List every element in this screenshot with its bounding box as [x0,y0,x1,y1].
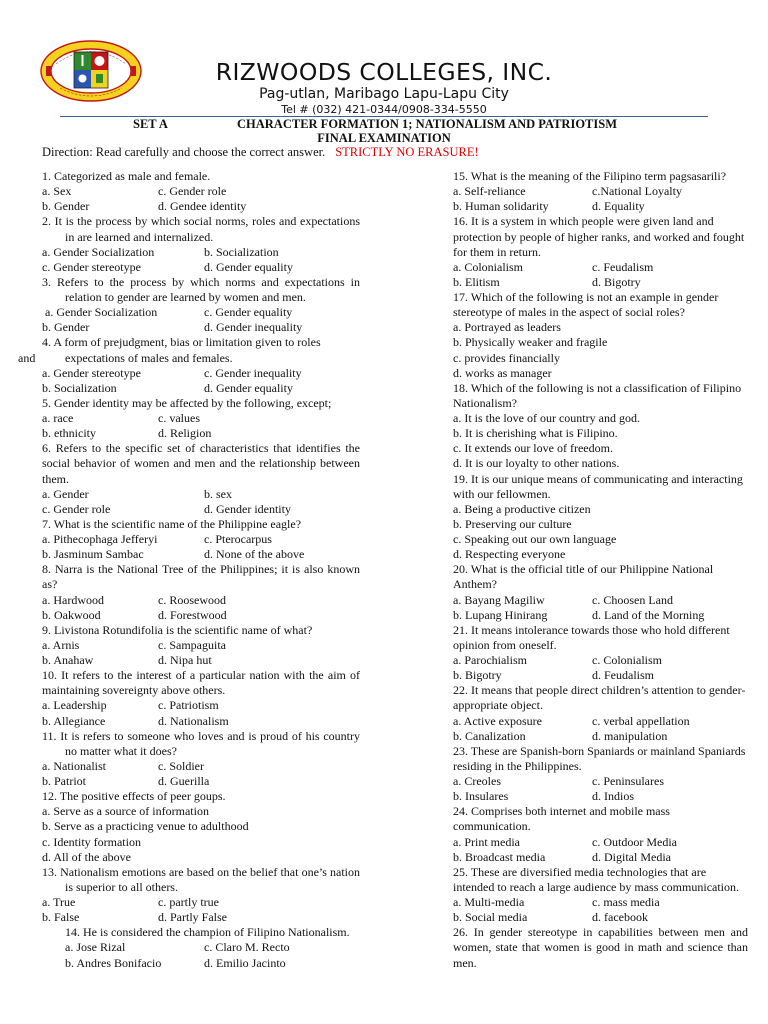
choice: a. Leadership [42,698,107,713]
choice: d. Respecting everyone [453,547,566,562]
choices-row [42,593,360,608]
choice: b. False [42,910,80,925]
choice: b. Socialization [204,244,279,259]
choice: a. Print media [453,834,520,849]
question-14: 14. He is considered the champion of Filipino Nationalism. [65,925,350,940]
question-16: 16. It is a system in which people were given land and protection by people of higher ranks, and worked and fought for them in return. [453,214,745,259]
question-20: 20. What is the official title of our Philippine National Anthem? [453,562,714,592]
choice: a. Sex [42,184,72,199]
choice: c. Choosen Land [592,592,673,607]
choice: a. Gender Socialization [45,305,158,320]
question-14-block [42,925,360,970]
question-19: 19. It is our unique means of communicating and interacting with our fellowmen. [453,471,743,501]
choice: d. All of the above [42,849,131,864]
choice: c. Soldier [158,758,204,773]
question-5: 5. Gender identity may be affected by the following, except; [42,395,332,410]
college-name: RIZWOODS COLLEGES, INC. [215,58,553,86]
question-17: 17. Which of the following is not an example in gender stereotype of males in the aspect of social roles? [453,290,719,320]
choice: b. Gender [42,199,90,214]
exam-set-label: SET A [133,117,168,131]
choice: a. Multi-media [453,895,525,909]
choices-row [42,714,360,729]
directions-text: Direction: Read carefully and choose the correct answer. [42,145,326,159]
choices-row [453,895,748,910]
choice: c. Patriotism [158,698,219,713]
choice: a. Being a productive citizen [453,501,591,516]
no-erasure-warning: STRICTLY NO ERASURE! [335,145,479,159]
choice: d. Nipa hut [158,653,212,667]
choice: d. Gender equality [204,380,293,395]
question-23: 23. These are Spanish-born Spaniards or mainland Spaniards residing in the Philippines. [453,743,746,773]
choices-row [42,608,360,623]
question-21: 21. It means intolerance towards those who hold different opinion from oneself. [453,622,730,652]
choice: d. Partly False [158,910,227,925]
choice: d. None of the above [204,547,305,562]
choice: d. Forestwood [158,607,227,622]
choice: b. Canalization [453,728,526,743]
choices-row [453,835,748,850]
choices-row [453,910,748,925]
choices-row [65,940,360,955]
choice: c. values [158,411,200,425]
choice: c. verbal appellation [592,713,690,728]
choices-row [42,910,360,925]
choices-row [42,532,360,547]
choice: c. provides financially [453,350,560,365]
choices-row [42,698,360,713]
choice: b. ethnicity [42,426,96,441]
choice: b. Bigotry [453,668,502,683]
question-25: 25. These are diversified media technologies that are intended to reach a large audience by mass communication. [453,864,740,894]
choices-row [42,653,360,668]
choices-row [453,275,748,290]
choices-row [42,487,360,502]
question-1: 1. Categorized as male and female. [42,169,211,183]
choice: d. Gender identity [204,501,291,516]
choice: d. Gendee identity [158,199,247,214]
question-22: 22. It means that people direct children’s attention to gender-appropriate object. [453,683,746,713]
choice: d. Gender inequality [204,320,303,335]
choice: c. partly true [158,895,219,909]
choices-row [42,366,360,381]
choice: c. Claro M. Recto [204,940,290,955]
choices-row [42,411,360,426]
choice: b. Serve as a practicing venue to adulthood [42,819,249,834]
choice: a. Gender [42,486,89,501]
choice: b. Oakwood [42,607,101,622]
choices-row [42,199,360,214]
question-2: 2. It is the process by which social norms, roles and expectations in are learned and internalized. [42,214,360,244]
choice: c. Speaking out our own language [453,532,617,546]
choice: b. Broadcast media [453,849,546,864]
college-telephone: Tel # (032) 421-0344/0908-334-5550 [281,103,487,116]
choices-row [42,774,360,789]
choice: b. sex [204,486,232,501]
choices-row [453,593,748,608]
choice: c. Gender equality [204,305,293,320]
choice: a. Portrayed as leaders [453,320,561,335]
choice: d. Land of the Morning [592,607,705,622]
choice: a. Arnis [42,637,80,652]
choice: b. Preserving our culture [453,516,572,531]
choice: a. Bayang Magiliw [453,592,545,607]
choice: c. Outdoor Media [592,834,677,849]
choice: c. Peninsulares [592,774,664,788]
choice: c. Colonialism [592,653,662,667]
choices-row [453,774,748,789]
choice: d. Equality [592,199,645,214]
choice: c. Gender role [158,184,227,199]
choices-row [453,668,748,683]
choice: c.National Loyalty [592,184,682,199]
exam-title: CHARACTER FORMATION 1; NATIONALISM AND PATRIOTISM [237,117,617,131]
choices-row [453,729,748,744]
exam-subtitle: FINAL EXAMINATION [317,131,451,145]
questions-left-column [18,169,360,971]
choice: b. It is cherishing what is Filipino. [453,426,618,441]
choice: c. Gender stereotype [42,259,141,274]
choice: a. Gender stereotype [42,365,141,380]
choices-row [42,184,360,199]
choices-row [42,260,360,275]
choice: c. Gender role [42,501,111,516]
choice: d. Digital Media [592,849,671,864]
choices-row [42,759,360,774]
choice: d. Feudalism [592,668,654,683]
choice: b. Anahaw [42,653,94,667]
question-4: 4. A form of prejudgment, bias or limitation given to roles [42,335,321,350]
question-24: 24. Comprises both internet and mobile mass communication. [453,804,670,834]
choices-row [453,653,748,668]
choices-row [42,305,360,320]
choice: d. Gender equality [204,259,293,274]
choice: c. mass media [592,895,660,909]
question-10: 10. It refers to the interest of a particular nation with the aim of maintaining sovereignty above others. [42,668,360,698]
choice: a. Colonialism [453,259,523,274]
question-4-text2: expectations of males and females. [65,350,233,365]
choice: a. Hardwood [42,592,104,607]
questions-right-column [453,169,748,971]
choice: a. Gender Socialization [42,244,155,259]
choices-row [65,956,360,971]
question-13: 13. Nationalism emotions are based on the belief that one’s nation is superior to all others. [42,864,360,894]
choices-row [42,895,360,910]
choice: d. facebook [592,910,648,925]
choice: d. It is our loyalty to other nations. [453,456,620,471]
choice: a. Self-reliance [453,184,526,199]
question-4-continued [18,350,360,366]
choice: a. It is the love of our country and god. [453,411,640,425]
choice: b. Andres Bonifacio [65,955,162,970]
choices-row [453,714,748,729]
choice: d. manipulation [592,728,668,743]
choice: d. Guerilla [158,774,210,788]
choices-row [453,199,748,214]
choice: b. Social media [453,910,528,925]
choice: b. Human solidarity [453,199,549,214]
question-9: 9. Livistona Rotundifolia is the scientific name of what? [42,622,313,637]
question-6: 6. Refers to the specific set of characteristics that identifies the social behavior of women and men and the relationship between them. [42,441,360,486]
choice: d. Religion [158,426,212,441]
choice: c. Identity formation [42,834,141,849]
choice: d. works as manager [453,365,552,380]
choices-row [453,850,748,865]
choices-row [42,320,360,335]
choices-row [42,426,360,441]
choice: c. Roosewood [158,592,226,607]
choice: a. Creoles [453,774,501,788]
choice: a. race [42,411,74,425]
choices-row [42,502,360,517]
choice: d. Nationalism [158,713,229,728]
choice: b. Socialization [42,380,117,395]
choice: c. Pterocarpus [204,532,272,546]
choice: b. Allegiance [42,713,106,728]
choice: a. Jose Rizal [65,940,126,955]
choice: b. Gender [42,320,90,335]
choices-row [42,638,360,653]
question-11: 11. It is refers to someone who loves and is proud of his country no matter what it does? [42,728,360,758]
question-3: 3. Refers to the process by which norms and expectations in relation to gender are learned by women and men. [42,274,360,304]
question-4-prefix: and [18,350,36,365]
question-7: 7. What is the scientific name of the Philippine eagle? [42,516,302,531]
choices-row [453,608,748,623]
choices-row [42,547,360,562]
choices-row [453,260,748,275]
question-26: 26. In gender stereotype in capabilities between men and women, state that women is good in math and science than men. [453,925,748,970]
choices-row [42,381,360,396]
choice: b. Patriot [42,774,86,788]
choice: d. Bigotry [592,274,641,289]
question-15: 15. What is the meaning of the Filipino term pagsasarili? [453,169,727,183]
choice: a. Pithecophaga Jefferyi [42,532,158,546]
choice: c. Gender inequality [204,365,302,380]
question-8: 8. Narra is the National Tree of the Philippines; it is also known as? [42,562,360,592]
choice: b. Elitism [453,274,500,289]
choice: a. Active exposure [453,713,542,728]
question-18: 18. Which of the following is not a classification of Filipino Nationalism? [453,380,742,410]
choice: a. Serve as a source of information [42,804,209,819]
choices-row [453,789,748,804]
choice: a. Nationalist [42,758,106,773]
choice: c. Sampaguita [158,637,226,652]
choice: c. Feudalism [592,259,654,274]
choice: a. Parochialism [453,653,527,667]
choice: b. Jasminum Sambac [42,547,144,562]
college-address: Pag-utlan, Maribago Lapu-Lapu City [259,86,509,102]
choice: b. Lupang Hinirang [453,607,548,622]
choice: b. Physically weaker and fragile [453,335,608,350]
choices-row [453,184,748,199]
choice: d. Indios [592,789,634,804]
choices-row [42,245,360,260]
question-12: 12. The positive effects of peer goups. [42,789,226,804]
choice: b. Insulares [453,789,509,804]
exam-directions [42,145,479,160]
choice: c. It extends our love of freedom. [453,441,613,456]
choice: d. Emilio Jacinto [204,955,286,970]
choice: a. True [42,895,76,909]
